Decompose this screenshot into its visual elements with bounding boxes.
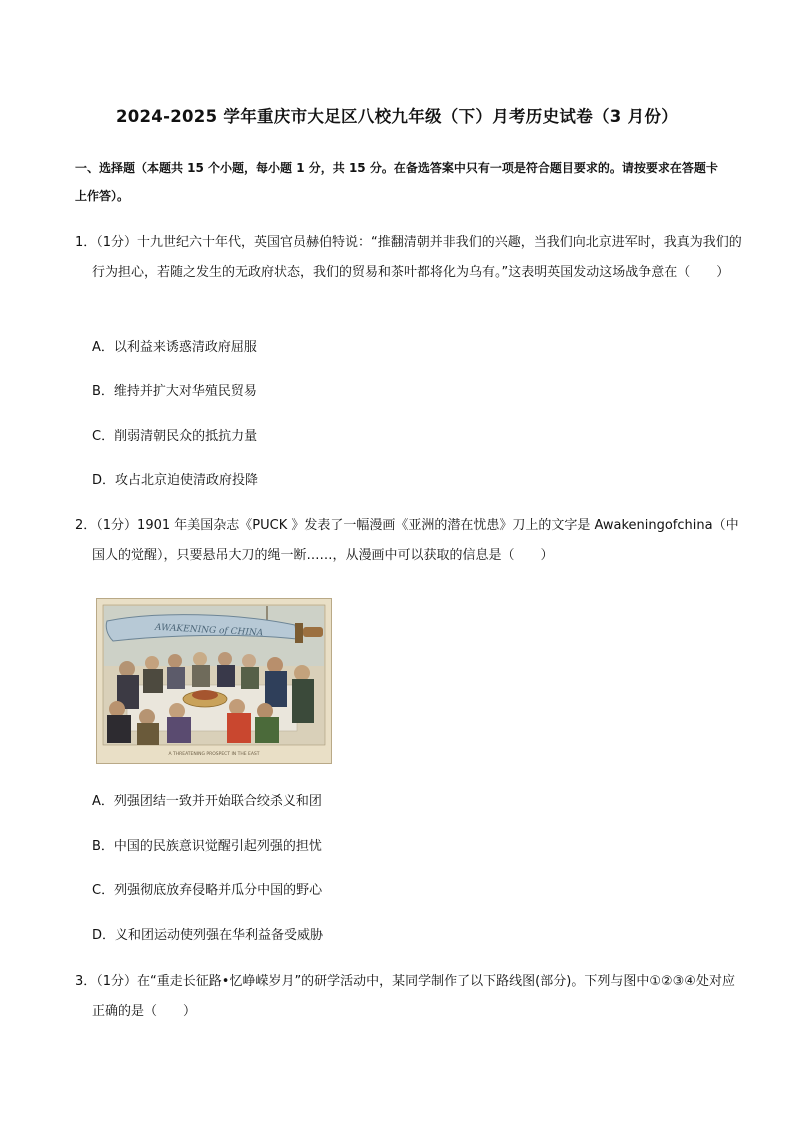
question-2-option-b[interactable]: B．中国的民族意识觉醒引起列强的担忧 [92, 839, 322, 854]
question-1-option-c[interactable]: C．削弱清朝民众的抵抗力量 [92, 429, 258, 444]
question-2-option-d[interactable]: D．义和团运动使列强在华利益备受威胁 [92, 928, 324, 943]
sword-text: AWAKENING of CHINA [154, 622, 264, 639]
exam-title: 2024-2025 学年重庆市大足区八校九年级（下）月考历史试卷（3 月份） [115, 107, 679, 126]
question-1-option-a[interactable]: A．以利益来诱惑清政府屈服 [92, 340, 257, 355]
question-1-option-b[interactable]: B．维持并扩大对华殖民贸易 [92, 384, 257, 399]
sword-handle [303, 627, 323, 637]
puck-cartoon-image [96, 598, 332, 764]
section-heading: 一、选择题（本题共 15 个小题，每小题 1 分，共 15 分。在备选答案中只有一项是符合题目要求的。请按要求在答题卡上作答）。 [75, 161, 718, 203]
question-1-stem: 1．（1分）十九世纪六十年代，英国官员赫伯特说：“推翻清朝并非我们的兴趣，当我们向北京进军时，我真为我们的行为担心，若随之发生的无政府状态，我们的贸易和茶叶都将化为乌有。”这表明英国发动这场战争意在（ ） [75, 235, 742, 280]
question-2-option-c[interactable]: C．列强彻底放弃侵略并瓜分中国的野心 [92, 883, 323, 898]
question-1-option-d[interactable]: D．攻占北京迫使清政府投降 [92, 473, 259, 488]
question-2-option-a[interactable]: A．列强团结一致并开始联合绞杀义和团 [92, 794, 322, 809]
cartoon-illustration [97, 599, 331, 763]
roast [192, 690, 218, 700]
sword-guard [295, 623, 303, 643]
cartoon-caption: A THREATENING PROSPECT IN THE EAST [168, 752, 260, 757]
question-3-stem: 3．（1分）在“重走长征路•忆峥嵘岁月”的研学活动中，某同学制作了以下路线图(部分)。下列与图中①②③④处对应正确的是（ ） [75, 974, 735, 1019]
question-2-stem: 2．（1分）1901 年美国杂志《PUCK 》发表了一幅漫画《亚洲的潜在忧患》刀上的文字是 Awakeningofchina（中国人的觉醒），只要悬吊大刀的绳一断……，从漫画中可以获取的信息是（ ） [75, 518, 739, 563]
